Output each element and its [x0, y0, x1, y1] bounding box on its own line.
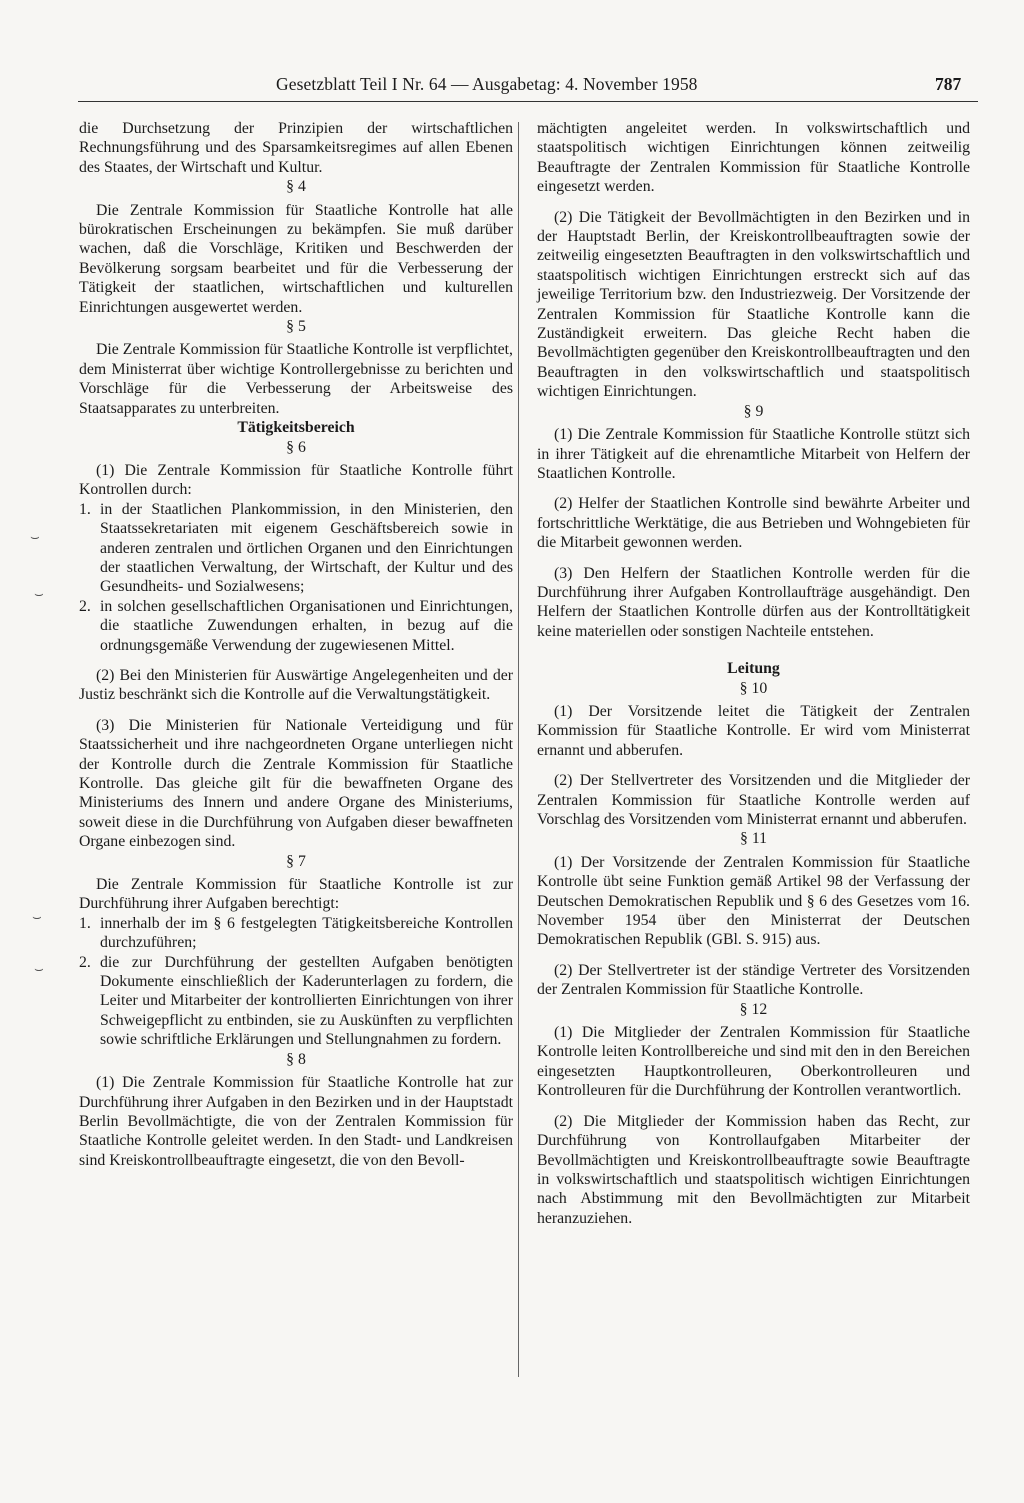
section-8-paragraph-1: (1) Die Zentrale Kommission für Staatliche Kontrolle hat zur Durchführung ihrer Aufgaben in den Bezirken und in der Hauptstadt Berlin Bevollmächtigte, die von der Zentralen Kommission für Staatliche Kontrolle geleitet werden. In den Stadt- und Landkreisen sind Kreiskontrollbeauftragte eingesetzt, die von den Bevoll- — [79, 1074, 513, 1169]
paragraph-intro: die Durchsetzung der Prinzipien der wirtschaftlichen Rechnungsführung und des Sparsamkeitsregimes auf allen Ebenen des Staates, der Wirtschaft und Kultur. — [79, 120, 513, 176]
section-11-paragraph-1: (1) Der Vorsitzende der Zentralen Kommission für Staatliche Kontrolle übt seine Funktion gemäß Artikel 98 der Verfassung der Deutschen Demokratischen Republik und § 6 des Gesetzes vom 16. November 1954 über den Ministerrat der Deutschen Demokratischen Republik (GBl. S. 915) aus. — [537, 853, 970, 949]
list-item — [79, 953, 513, 1050]
list-item — [79, 914, 513, 953]
section-8-paragraph-1-continued: mächtigten angeleitet werden. In volkswirtschaftlich und staatspolitisch wichtigen Einrichtungen können zeitweilig Beauftragte der Zentralen Kommission für Staatliche Kontrolle eingesetzt werden. — [537, 120, 970, 196]
list-item-text: in der Staatlichen Plankommission, in den Ministerien, den Staatssekretariaten mit eigenem Geschäftsbereich sowie in anderen zentralen und örtlichen Organen und den Einrichtungen der staatlichen Verwaltung, der Wirtschaft, der Kultur und des Gesundheits- und Sozialwesens; — [100, 500, 513, 596]
header-rule — [78, 101, 978, 102]
column-divider — [518, 122, 519, 1377]
section-title-6: § 6 — [286, 438, 306, 456]
section-11-paragraph-2: (2) Der Stellvertreter ist der ständige Vertreter des Vorsitzenden der Zentralen Kommission für Staatliche Kontrolle. — [537, 961, 970, 999]
section-title-8: § 8 — [286, 1050, 306, 1068]
list-item-text: innerhalb der im § 6 festgelegten Tätigkeitsbereiche Kontrollen durchzuführen; — [100, 914, 513, 952]
section-title-10: § 10 — [739, 679, 768, 697]
section-6-paragraph-3: (3) Die Ministerien für Nationale Verteidigung und für Staatssicherheit und ihre nachgeordneten Organe unterliegen nicht der Kontrolle durch die Zentrale Kommission für Staatliche Kontrolle. Das gleiche gilt für die bewaffneten Organe des Ministeriums des Innern und andere Organe des Ministeriums, soweit diese in die Durchführung von Aufgaben dieser bewaffneten Organe einbezogen sind. — [79, 716, 513, 851]
section-6-paragraph-1: (1) Die Zentrale Kommission für Staatliche Kontrolle führt Kontrollen durch: — [79, 461, 513, 499]
list-item-text: die zur Durchführung der gestellten Aufgaben benötigten Dokumente einschließlich der Kaderunterlagen zu fordern, die Leiter und Mitarbeiter der kontrollierten Einrichtungen von ihrer Schweigepflicht zu entbinden, sie zu Auskünften zu verpflichten sowie schriftliche Erklärungen und Stellungnahmen zu fordern. — [100, 953, 513, 1049]
section-7-text: Die Zentrale Kommission für Staatliche Kontrolle ist zur Durchführung ihrer Aufgaben berechtigt: — [79, 876, 513, 913]
section-title-7: § 7 — [286, 852, 306, 870]
section-9-paragraph-1: (1) Die Zentrale Kommission für Staatliche Kontrolle stützt sich in ihrer Tätigkeit auf die ehrenamtliche Mitarbeit von Helfern der Staatlichen Kontrolle. — [537, 426, 970, 482]
margin-mark-icon: ⌣ — [32, 908, 42, 926]
list-item-number: 1. — [79, 500, 91, 518]
list-item-number: 1. — [79, 914, 91, 932]
header-title: Gesetzblatt Teil I Nr. 64 — Ausgabetag: 4. November 1958 — [276, 74, 698, 94]
list-item-number: 2. — [79, 953, 91, 971]
section-12-paragraph-2: (2) Die Mitglieder der Kommission haben das Recht, zur Durchführung von Kontrollaufgaben Mitarbeiter der Bevollmächtigten und Kreiskontrollbeauftragte sowie Beauftragte in volkswirtschaftlich und staatspolitisch wichtigen Einrichtungen nach Abstimmung mit den Bevollmächtigten zur Mitarbeit heranzuziehen. — [537, 1112, 970, 1227]
page-header — [0, 74, 1024, 108]
section-8-paragraph-2: (2) Die Tätigkeit der Bevollmächtigten in den Bezirken und in der Hauptstadt Berlin, der Kreiskontrollbeauftragten sowie der zeitweilig eingesetzten Beauftragten in den volkswirtschaftlich und staatspolitisch wichtigen Einrichtungen erstreckt sich auf das jeweilige Territorium bzw. den Industriezweig. Der Vorsitzende der Zentralen Kommission für Staatliche Kontrolle kann die Zuständigkeit erweitern. Das gleiche Recht haben die Bevollmächtigten gegenüber den Kreiskontrollbeauftragten und den Beauftragten in den volkswirtschaftlich und staatspolitisch wichtigen Einrichtungen. — [537, 208, 970, 401]
heading-taetigkeitsbereich: Tätigkeitsbereich — [237, 419, 355, 437]
section-9-paragraph-3: (3) Den Helfern der Staatlichen Kontrolle werden für die Durchführung ihrer Aufgaben Kontrollaufträge ausgehändigt. Den Helfern der Staatlichen Kontrolle dürfen aus der Kontrolltätigkeit keine materiellen oder sonstigen Nachteile entstehen. — [537, 564, 970, 640]
section-title-4: § 4 — [286, 178, 306, 196]
page-number: 787 — [935, 74, 962, 94]
section-title-12: § 12 — [739, 1000, 768, 1018]
margin-mark-icon: ⌣ — [30, 528, 40, 546]
section-title-5: § 5 — [286, 318, 306, 336]
heading-leitung: Leitung — [727, 660, 780, 678]
list-item-number: 2. — [79, 597, 91, 615]
list-item — [79, 500, 513, 597]
right-column — [537, 119, 970, 1228]
margin-mark-icon: ⌣ — [34, 585, 44, 603]
section-title-11: § 11 — [739, 830, 768, 848]
section-10-paragraph-1: (1) Der Vorsitzende leitet die Tätigkeit der Zentralen Kommission für Staatliche Kontrolle. Er wird vom Ministerrat ernannt und abberufen. — [537, 702, 970, 759]
section-6-paragraph-2: (2) Bei den Ministerien für Auswärtige Angelegenheiten und der Justiz beschränkt sich die Kontrolle auf die Verwaltungstätigkeit. — [79, 666, 513, 704]
section-4-text: Die Zentrale Kommission für Staatliche Kontrolle hat alle bürokratischen Erscheinungen zu bekämpfen. Sie muß darüber wachen, daß die Vorschläge, Kritiken und Beschwerden der Bevölkerung sorgsam bearbeitet und für die Verbesserung der Tätigkeit der staatlichen, wirtschaftlichen und kulturellen Einrichtungen ausgewertet werden. — [79, 201, 513, 316]
section-10-paragraph-2: (2) Der Stellvertreter des Vorsitzenden und die Mitglieder der Zentralen Kommission für Staatliche Kontrolle werden auf Vorschlag des Vorsitzenden vom Ministerrat ernannt und abberufen. — [537, 772, 970, 828]
list-item — [79, 597, 513, 655]
margin-mark-icon: ⌣ — [34, 960, 44, 978]
section-9-paragraph-2: (2) Helfer der Staatlichen Kontrolle sind bewährte Arbeiter und fortschrittliche Werktätige, die aus Betrieben und Wohngebieten für die Mitarbeit gewonnen werden. — [537, 495, 970, 552]
section-12-paragraph-1: (1) Die Mitglieder der Zentralen Kommission für Staatliche Kontrolle leiten Kontrollbereiche und sind mit den in den Bereichen eingesetzten Hauptkontrolleuren, Oberkontrolleuren und Kontrolleuren für die Durchführung der Kontrollen verantwortlich. — [537, 1024, 970, 1100]
section-5-text: Die Zentrale Kommission für Staatliche Kontrolle ist verpflichtet, dem Ministerrat über wichtige Kontrollergebnisse zu berichten und Vorschläge für die Verbesserung der Arbeitsweise des Staatsapparates zu unterbreiten. — [79, 341, 513, 417]
list-item-text: in solchen gesellschaftlichen Organisationen und Einrichtungen, die staatliche Zuwendungen erhalten, in bezug auf die ordnungsgemäße Verwendung der zugewiesenen Mittel. — [100, 597, 513, 654]
section-title-9: § 9 — [743, 402, 764, 420]
left-column — [79, 119, 513, 1170]
